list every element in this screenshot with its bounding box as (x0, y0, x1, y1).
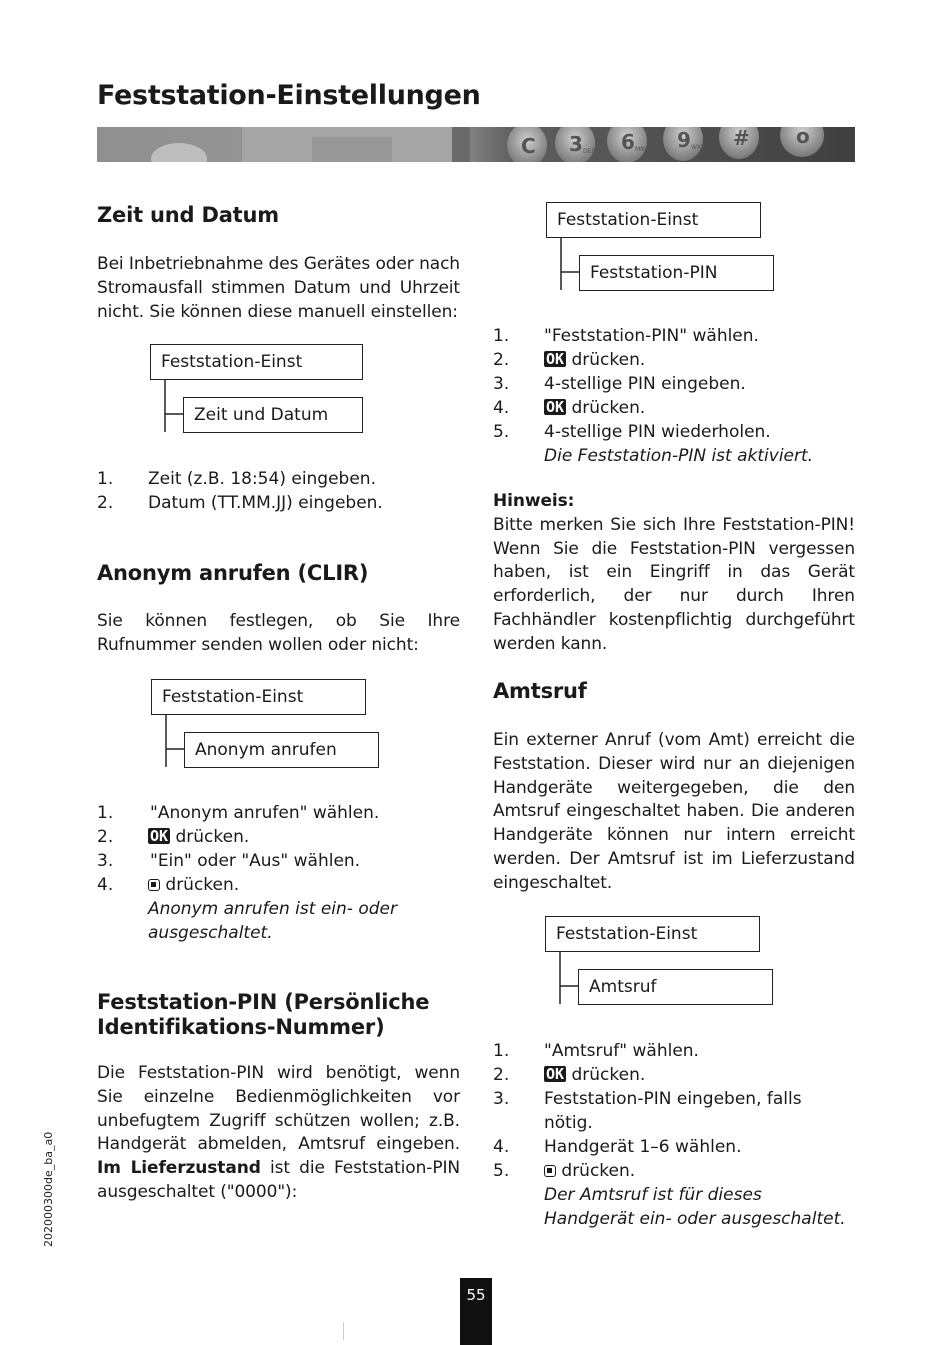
page-number: 55 (460, 1278, 492, 1345)
keypad-key-label: # (733, 127, 750, 150)
step-text: drücken. (556, 1161, 636, 1181)
pin-steps-list (493, 324, 855, 468)
page-title: Feststation-Einstellungen (97, 80, 481, 111)
menu-box-feststation-einst: Feststation-Einst (151, 679, 366, 715)
step-text: Feststation-PIN eingeben, falls nötig. (544, 1089, 802, 1133)
menu-box-feststation-einst: Feststation-Einst (150, 344, 363, 380)
step-result-text: Der Amtsruf ist für dieses Handgerät ein- oder ausgeschaltet. (544, 1185, 846, 1229)
list-item (493, 396, 855, 420)
pin-intro-text: Die Feststation-PIN wird benötigt, wenn Sie einzelne Bedienmöglichkeiten vor unbefugtem Zugriff schützen wollen; z.B. Handgerät abmelden, Amtsruf eingeben. (97, 1063, 460, 1155)
hint-text: Bitte merken Sie sich Ihre Feststation-PIN! Wenn Sie die Feststation-PIN vergessen haben, ist ein Eingriff in das Gerät erforderlich, der nur durch Ihren Fachhändler kostenpflichtig durchgeführt werden kann. (493, 514, 855, 654)
divider (343, 1322, 344, 1340)
step-number: 1. (97, 803, 114, 823)
step-text: Datum (TT.MM.JJ) eingeben. (148, 493, 383, 513)
keypad-key-label: 3 (569, 132, 583, 156)
clir-intro-paragraph: Sie können festlegen, ob Sie Ihre Rufnummer senden wollen oder nicht: (97, 611, 460, 655)
keypad-key-label: 9 (677, 128, 691, 152)
list-item (493, 1135, 855, 1159)
list-item (493, 324, 855, 348)
heading-zeit-und-datum: Zeit und Datum (97, 203, 279, 227)
step-number: 5. (493, 422, 510, 442)
zeit-intro-paragraph: Bei Inbetriebnahme des Gerätes oder nach Stromausfall stimmen Datum und Uhrzeit nicht. Sie können diese manuell einstellen: (97, 254, 460, 322)
list-item (493, 444, 855, 468)
ok-key-icon: OK (150, 827, 169, 845)
menu-box-amtsruf: Amtsruf (578, 969, 773, 1005)
step-text: "Feststation-PIN" wählen. (544, 326, 759, 346)
navigation-key-icon (148, 879, 160, 891)
list-item (493, 348, 855, 372)
step-number: 3. (97, 851, 114, 871)
step-number: 1. (493, 1041, 510, 1061)
ok-key-icon: OK (546, 398, 565, 416)
list-item (493, 420, 855, 444)
step-text: 4-stellige PIN eingeben. (544, 374, 746, 394)
hint-block (493, 490, 855, 657)
ok-key-icon: OK (546, 350, 565, 368)
heading-amtsruf: Amtsruf (493, 679, 587, 703)
list-item (97, 849, 460, 873)
list-item (493, 1159, 855, 1183)
step-text: drücken. (566, 398, 646, 418)
menu-box-anonym-anrufen: Anonym anrufen (184, 732, 379, 768)
step-text: drücken. (160, 875, 240, 895)
keypad-key-sublabel: WXY (691, 144, 705, 151)
step-text: "Anonym anrufen" wählen. (150, 803, 380, 823)
step-result-text: Anonym anrufen ist ein- oder ausgeschaltet. (148, 899, 397, 943)
step-text: Handgerät 1–6 wählen. (544, 1137, 742, 1157)
list-item (493, 1039, 855, 1063)
menu-box-feststation-pin: Feststation-PIN (579, 255, 774, 291)
step-number: 2. (493, 350, 510, 370)
heading-feststation-pin: Feststation-PIN (Persönliche Identifikations-Nummer) (97, 990, 430, 1039)
keypad-key-label: 6 (621, 130, 635, 154)
list-item (493, 1063, 855, 1087)
pin-intro-bold-text: Im Lieferzustand (97, 1158, 261, 1179)
step-number: 4. (493, 398, 510, 418)
amtsruf-steps-list (493, 1039, 855, 1231)
step-number: 3. (493, 1089, 510, 1109)
step-text: drücken. (566, 1065, 646, 1085)
amtsruf-intro-paragraph: Ein externer Anruf (vom Amt) erreicht die Feststation. Dieser wird nur an diejenigen Handgeräte weitergegeben, die den Amtsruf eingeschaltet haben. Die anderen Handgeräte können nur intern erreicht werden. Der Amtsruf ist im Lieferzustand eingeschaltet. (493, 730, 855, 893)
menu-box-feststation-einst: Feststation-Einst (545, 916, 760, 952)
step-number: 2. (493, 1065, 510, 1085)
step-text: Zeit (z.B. 18:54) eingeben. (148, 469, 376, 489)
navigation-key-icon (544, 1165, 556, 1177)
step-number: 2. (97, 827, 114, 847)
list-item (97, 897, 460, 945)
list-item (97, 825, 460, 849)
list-item (97, 801, 460, 825)
list-item (97, 873, 460, 897)
step-text: drücken. (566, 350, 646, 370)
step-number: 1. (493, 326, 510, 346)
step-result-text: Die Feststation-PIN ist aktiviert. (544, 446, 814, 466)
step-text: 4-stellige PIN wiederholen. (544, 422, 771, 442)
keypad-key-label: C (521, 134, 536, 158)
document-code: 202000300de_ba_a0 (42, 1131, 55, 1247)
step-text: "Ein" oder "Aus" wählen. (150, 851, 361, 871)
ok-key-icon: OK (546, 1065, 565, 1083)
menu-box-zeit-und-datum: Zeit und Datum (183, 397, 363, 433)
list-item (493, 1183, 855, 1231)
step-text: "Amtsruf" wählen. (544, 1041, 699, 1061)
step-number: 3. (493, 374, 510, 394)
step-number: 2. (97, 493, 114, 513)
keypad-key-label: o (796, 127, 810, 148)
list-item (97, 467, 460, 491)
heading-anonym-anrufen: Anonym anrufen (CLIR) (97, 561, 369, 585)
keypad-banner-image (97, 127, 855, 162)
hint-title: Hinweis: (493, 491, 575, 511)
step-number: 5. (493, 1161, 510, 1181)
pin-intro-tail-text: ist die Feststation-PIN ausgeschaltet ("0000"): (97, 1158, 461, 1202)
keypad-key-sublabel: MNO (635, 146, 650, 153)
zeit-steps-list (97, 467, 460, 515)
list-item (493, 1087, 855, 1135)
step-number: 4. (493, 1137, 510, 1157)
keypad-key-sublabel: DEF (583, 148, 595, 155)
list-item (97, 491, 460, 515)
menu-box-feststation-einst: Feststation-Einst (546, 202, 761, 238)
clir-steps-list (97, 801, 460, 945)
step-number: 4. (97, 875, 114, 895)
step-text: drücken. (170, 827, 250, 847)
pin-intro-paragraph (97, 1062, 460, 1205)
list-item (493, 372, 855, 396)
step-number: 1. (97, 469, 114, 489)
